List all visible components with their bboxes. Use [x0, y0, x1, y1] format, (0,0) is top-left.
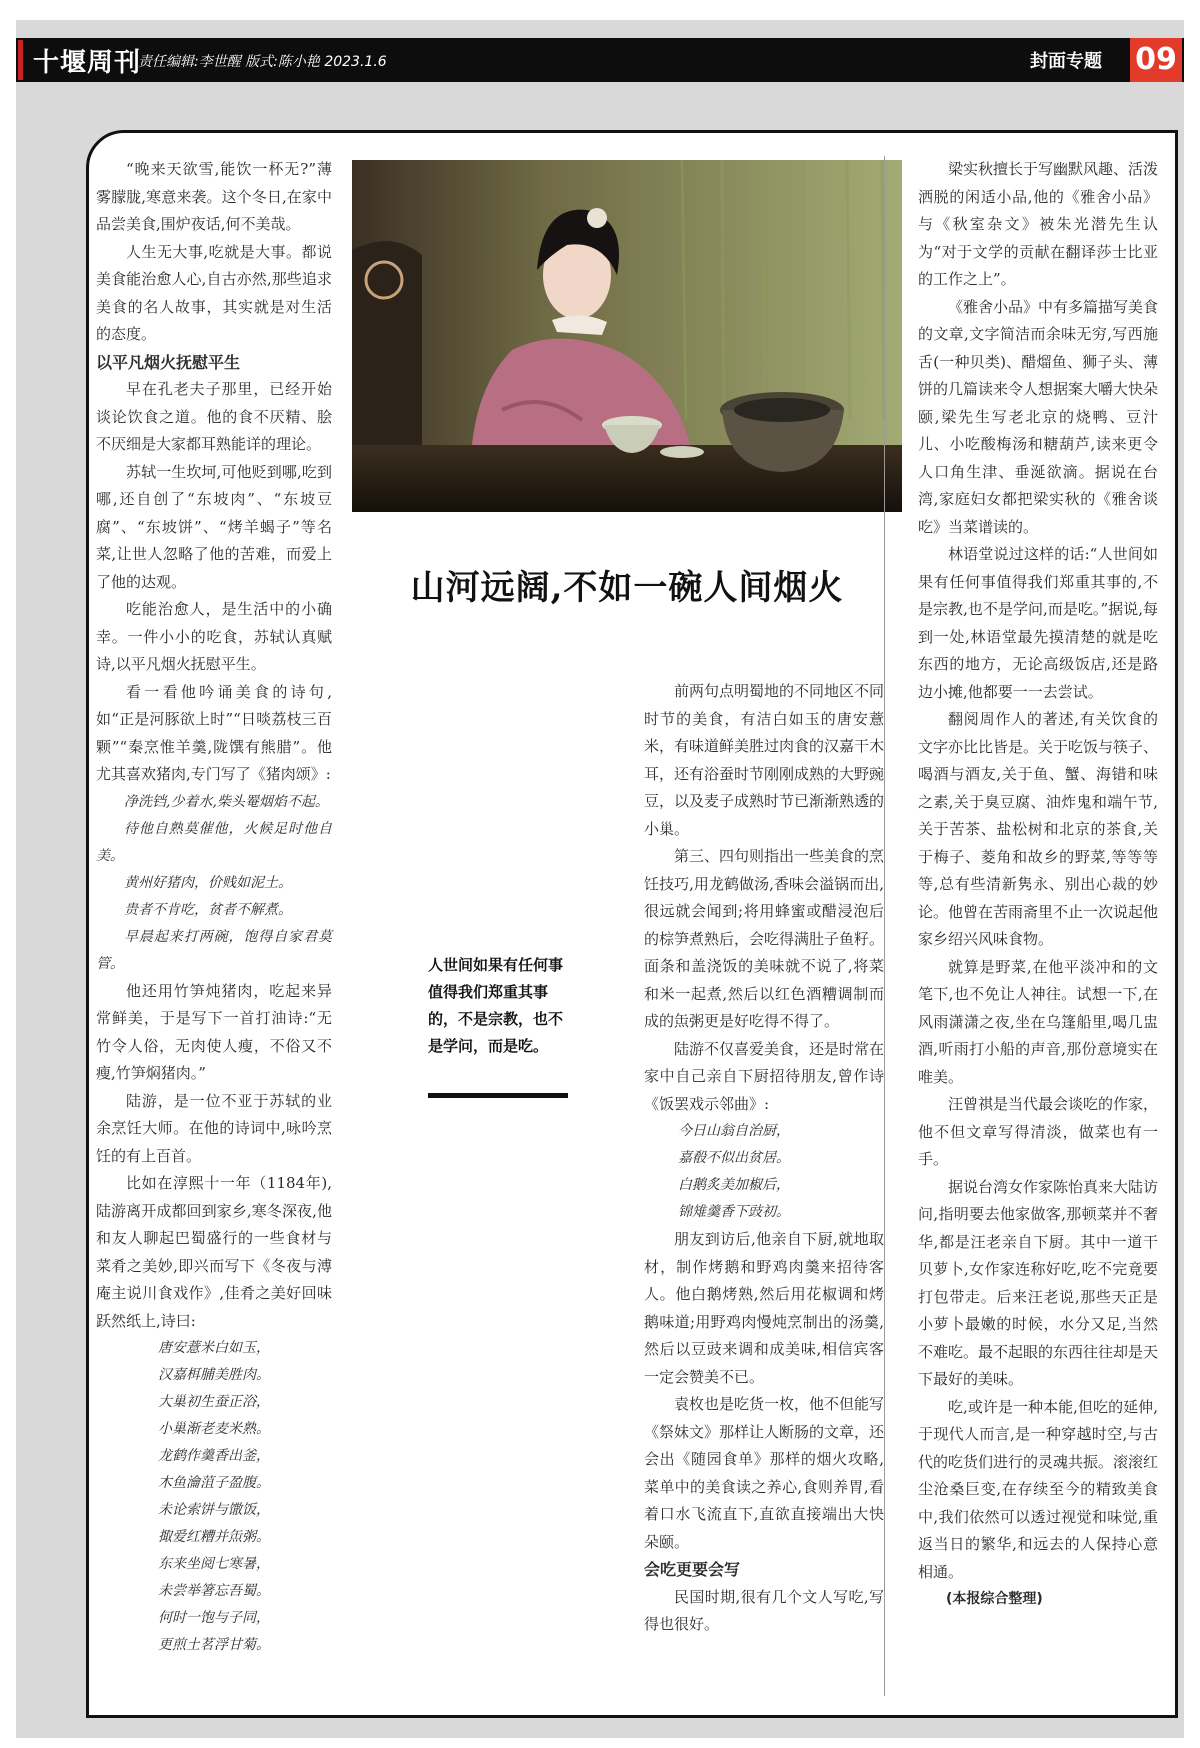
photo-illustration — [352, 160, 902, 512]
paragraph: 翻阅周作人的著述,有关饮食的文字亦比比皆是。关于吃饭与筷子、喝酒与酒友,关于鱼、蟹、海错和味之素,关于臭豆腐、油炸鬼和端午节,关于苦茶、盐松树和北京的茶食,关于梅子、菱角和故乡的野菜,等等等等,总有些清新隽永、别出心裁的妙论。他曾在苦雨斋里不止一次说起他家乡绍兴风味食物。 — [918, 710, 1159, 948]
paragraph: 吃能治愈人，是生活中的小确幸。一件小小的吃食，苏轼认真赋诗,以平凡烟火抚慰平生。 — [96, 600, 332, 673]
pull-quote: 人世间如果有任何事值得我们郑重其事的，不是宗教，也不是学问，而是吃。 — [428, 956, 564, 1055]
paragraph: 比如在淳熙十一年（1184年),陆游离开成都回到家乡,寒冬深夜,他和友人聊起巴蜀盛行的一些食材与菜肴之美妙,即兴而写下《冬夜与溥庵主说川食戏作》,佳肴之美好回味跃然纸上,诗曰: — [96, 1174, 332, 1330]
paragraph: 据说台湾女作家陈怡真来大陆访问,指明要去他家做客,那顿菜并不奢华,都是汪老亲自下厨。其中一道干贝萝卜,女作家连称好吃,吃不完竟要打包带走。后来汪老说,那些天正是小萝卜最嫩的时候，水分又足,当然不难吃。最不起眼的东西往往却是天下最好的美味。 — [918, 1177, 1159, 1388]
source-note: (本报综合整理) — [946, 1591, 1043, 1607]
poem-line: 汉嘉栮脯美胜肉。 — [158, 1367, 270, 1383]
paragraph: 梁实秋擅长于写幽默风趣、活泼洒脱的闲适小品,他的《雅舍小品》与《秋室杂文》被朱光潜先生认为“对于文学的贡献在翻译莎士比亚的工作之上”。 — [918, 160, 1159, 288]
article-column-3 — [644, 678, 884, 1639]
cover-photo — [352, 160, 902, 512]
masthead — [18, 40, 151, 80]
paragraph: 就算是野菜,在他平淡冲和的文笔下,也不免让人神往。试想一下,在风雨潇潇之夜,坐在乌篷船里,喝几盅酒,听雨打小船的声音,那份意境实在唯美。 — [918, 957, 1158, 1086]
poem-line: 未论索饼与馓饭， — [158, 1502, 270, 1518]
poem-line: 大巢初生蚕正浴， — [158, 1394, 270, 1410]
editor-credits: 责任编辑:李世醒 版式:陈小艳 2023.1.6 — [138, 54, 387, 70]
poem-line: 未尝举箸忘吾蜀。 — [158, 1583, 270, 1599]
paragraph: 苏轼一生坎坷,可他贬到哪,吃到哪,还自创了“东坡肉”、“东坡豆腐”、“东坡饼”、“烤羊蝎子”等名菜,让世人忽略了他的苦难，而爱上了他的达观。 — [96, 462, 332, 591]
poem-line: 黄州好猪肉，价贱如泥土。 — [124, 874, 292, 891]
paragraph: “晚来天欲雪,能饮一杯无?”薄雾朦胧,寒意来袭。这个冬日,在家中品尝美食,围炉夜话,何不美哉。 — [96, 160, 332, 233]
column-divider — [884, 156, 885, 1696]
article-column-1 — [96, 156, 332, 1659]
poem-line: 何时一饱与子同， — [158, 1610, 270, 1626]
section-label: 封面专题 — [1030, 51, 1102, 72]
paragraph: 林语堂说过这样的话:“人世间如果有任何事值得我们郑重其事的,不是宗教,也不是学问,而是吃。”据说,每到一处,林语堂最先摸清楚的就是吃东西的地方，无论高级饭店,还是路边小摊,他都要一一去尝试。 — [918, 545, 1158, 701]
poem-line: 贵者不肯吃，贫者不解煮。 — [124, 901, 292, 918]
paragraph: 第三、四句则指出一些美食的烹饪技巧,用龙鹤做汤,香味会溢锅而出,很远就会闻到;将用蜂蜜或醋浸泡后的棕笋煮熟后，会吃得满肚子鱼籽。面条和盖浇饭的美味就不说了,将菜和米一起煮,然后以红色酒糟调制而成的缹粥更是好吃得不得了。 — [644, 847, 885, 1030]
poem-line: 木鱼瀹菹子盈腹。 — [158, 1475, 270, 1491]
paragraph: 他还用竹笋炖猪肉，吃起来异常鲜美，于是写下一首打油诗:“无竹令人俗，无肉使人瘦，不俗又不瘦,竹笋焖猪肉。” — [96, 981, 332, 1082]
headline: 山河远阔,不如一碗人间烟火 — [410, 568, 844, 608]
paragraph: 陆游不仅喜爱美食，还是时常在家中自己亲自下厨招待朋友,曾作诗《饭罢戏示邻曲》: — [644, 1039, 885, 1113]
poem-line: 掫爱红糟并缹粥。 — [158, 1529, 270, 1545]
poem-line: 净洗铛,少着水,柴头罨烟焰不起。 — [124, 793, 329, 810]
poem-line: 东来坐阅七寒暑， — [158, 1556, 270, 1572]
poem-line: 唐安薏米白如玉， — [158, 1340, 270, 1356]
paragraph: 袁枚也是吃货一枚，他不但能写《祭妹文》那样让人断肠的文章，还会出《随园食单》那样的烟火攻略,菜单中的美食读之养心,食则养胃,看着口水飞流直下,直欲直接端出大快朵颐。 — [644, 1395, 885, 1551]
article-column-4 — [918, 156, 1158, 1614]
paragraph: 汪曾祺是当代最会谈吃的作家，他不但文章写得清淡，做菜也有一手。 — [918, 1095, 1159, 1168]
paragraph: 陆游，是一位不亚于苏轼的业余烹饪大师。在他的诗词中,咏吟烹饪的有上百首。 — [96, 1091, 332, 1165]
paragraph: 早在孔老夫子那里，已经开始谈论饮食之道。他的食不厌精、脍不厌细是大家都耳熟能详的理论。 — [96, 380, 332, 453]
paragraph: 吃,或许是一种本能,但吃的延伸,于现代人而言,是一种穿越时空,与古代的吃货们进行的灵魂共振。滚滚红尘沧桑巨变,在存续至今的精致美食中,我们依然可以透过视觉和味觉,重返当日的繁华,和远去的人保持心意相通。 — [918, 1397, 1159, 1581]
poem-line: 白鹅炙美加椒后， — [678, 1177, 790, 1193]
paragraph: 朋友到访后,他亲自下厨,就地取材，制作烤鹅和野鸡肉羹来招待客人。他白鹅烤熟,然后用花椒调和烤鹅味道;用野鸡肉慢炖烹制出的汤羹,然后以豆豉来调和成美味,相信宾客一定会赞美不已。 — [644, 1230, 884, 1386]
paragraph: 前两句点明蜀地的不同地区不同时节的美食，有洁白如玉的唐安薏米，有味道鲜美胜过肉食的汉嘉干木耳，还有浴蚕时节刚刚成熟的大野豌豆，以及麦子成熟时节已渐渐熟透的小巢。 — [644, 682, 885, 838]
poem-line: 早晨起来打两碗，饱得自家君莫管。 — [96, 928, 332, 972]
poem-line: 小巢渐老麦米熟。 — [158, 1421, 270, 1437]
paragraph: 看一看他吟诵美食的诗句,如“正是河豚欲上时”“日啖荔枝三百颗”“秦烹惟羊羹,陇馔有熊腊”。他尤其喜欢猪肉,专门写了《猪肉颂》: — [96, 682, 332, 783]
page-number: 09 — [1130, 38, 1182, 82]
poem-line: 龙鹤作羹香出釜， — [158, 1448, 270, 1464]
poem-line: 锦雉羹香下豉初。 — [678, 1204, 790, 1220]
poem-line: 今日山翁自治厨， — [678, 1123, 790, 1139]
masthead-title: 十堰周刊 — [33, 47, 142, 78]
paragraph: 民国时期,很有几个文人写吃,写得也很好。 — [644, 1587, 884, 1633]
poem-winter-night — [96, 1335, 332, 1659]
pull-quote-rule — [428, 1093, 568, 1098]
poem-line: 更煎土茗浮甘菊。 — [158, 1637, 270, 1653]
subheading: 会吃更要会写 — [644, 1560, 741, 1579]
paragraph: 《雅舍小品》中有多篇描写美食的文章,文字简洁而余味无穷,写西施舌(一种贝类)、醋熘鱼、狮子头、薄饼的几篇读来令人想据案大嚼大快朵颐,梁先生写老北京的烧鸭、豆汁儿、小吃酸梅汤和糖葫芦,读来更令人口角生津、垂涎欲滴。据说在台湾,家庭妇女都把梁实秋的《雅舍谈吃》当菜谱读的。 — [918, 297, 1159, 536]
poem-after-dinner — [644, 1118, 884, 1226]
subheading: 以平凡烟火抚慰平生 — [96, 352, 241, 372]
poem-pork-ode — [96, 789, 332, 978]
poem-line: 嘉殽不似出贫居。 — [678, 1150, 790, 1166]
paragraph: 人生无大事,吃就是大事。都说美食能治愈人心,自古亦然,那些追求美食的名人故事，其实就是对生活的态度。 — [96, 242, 332, 343]
poem-line: 待他自熟莫催他，火候足时他自美。 — [96, 820, 332, 864]
